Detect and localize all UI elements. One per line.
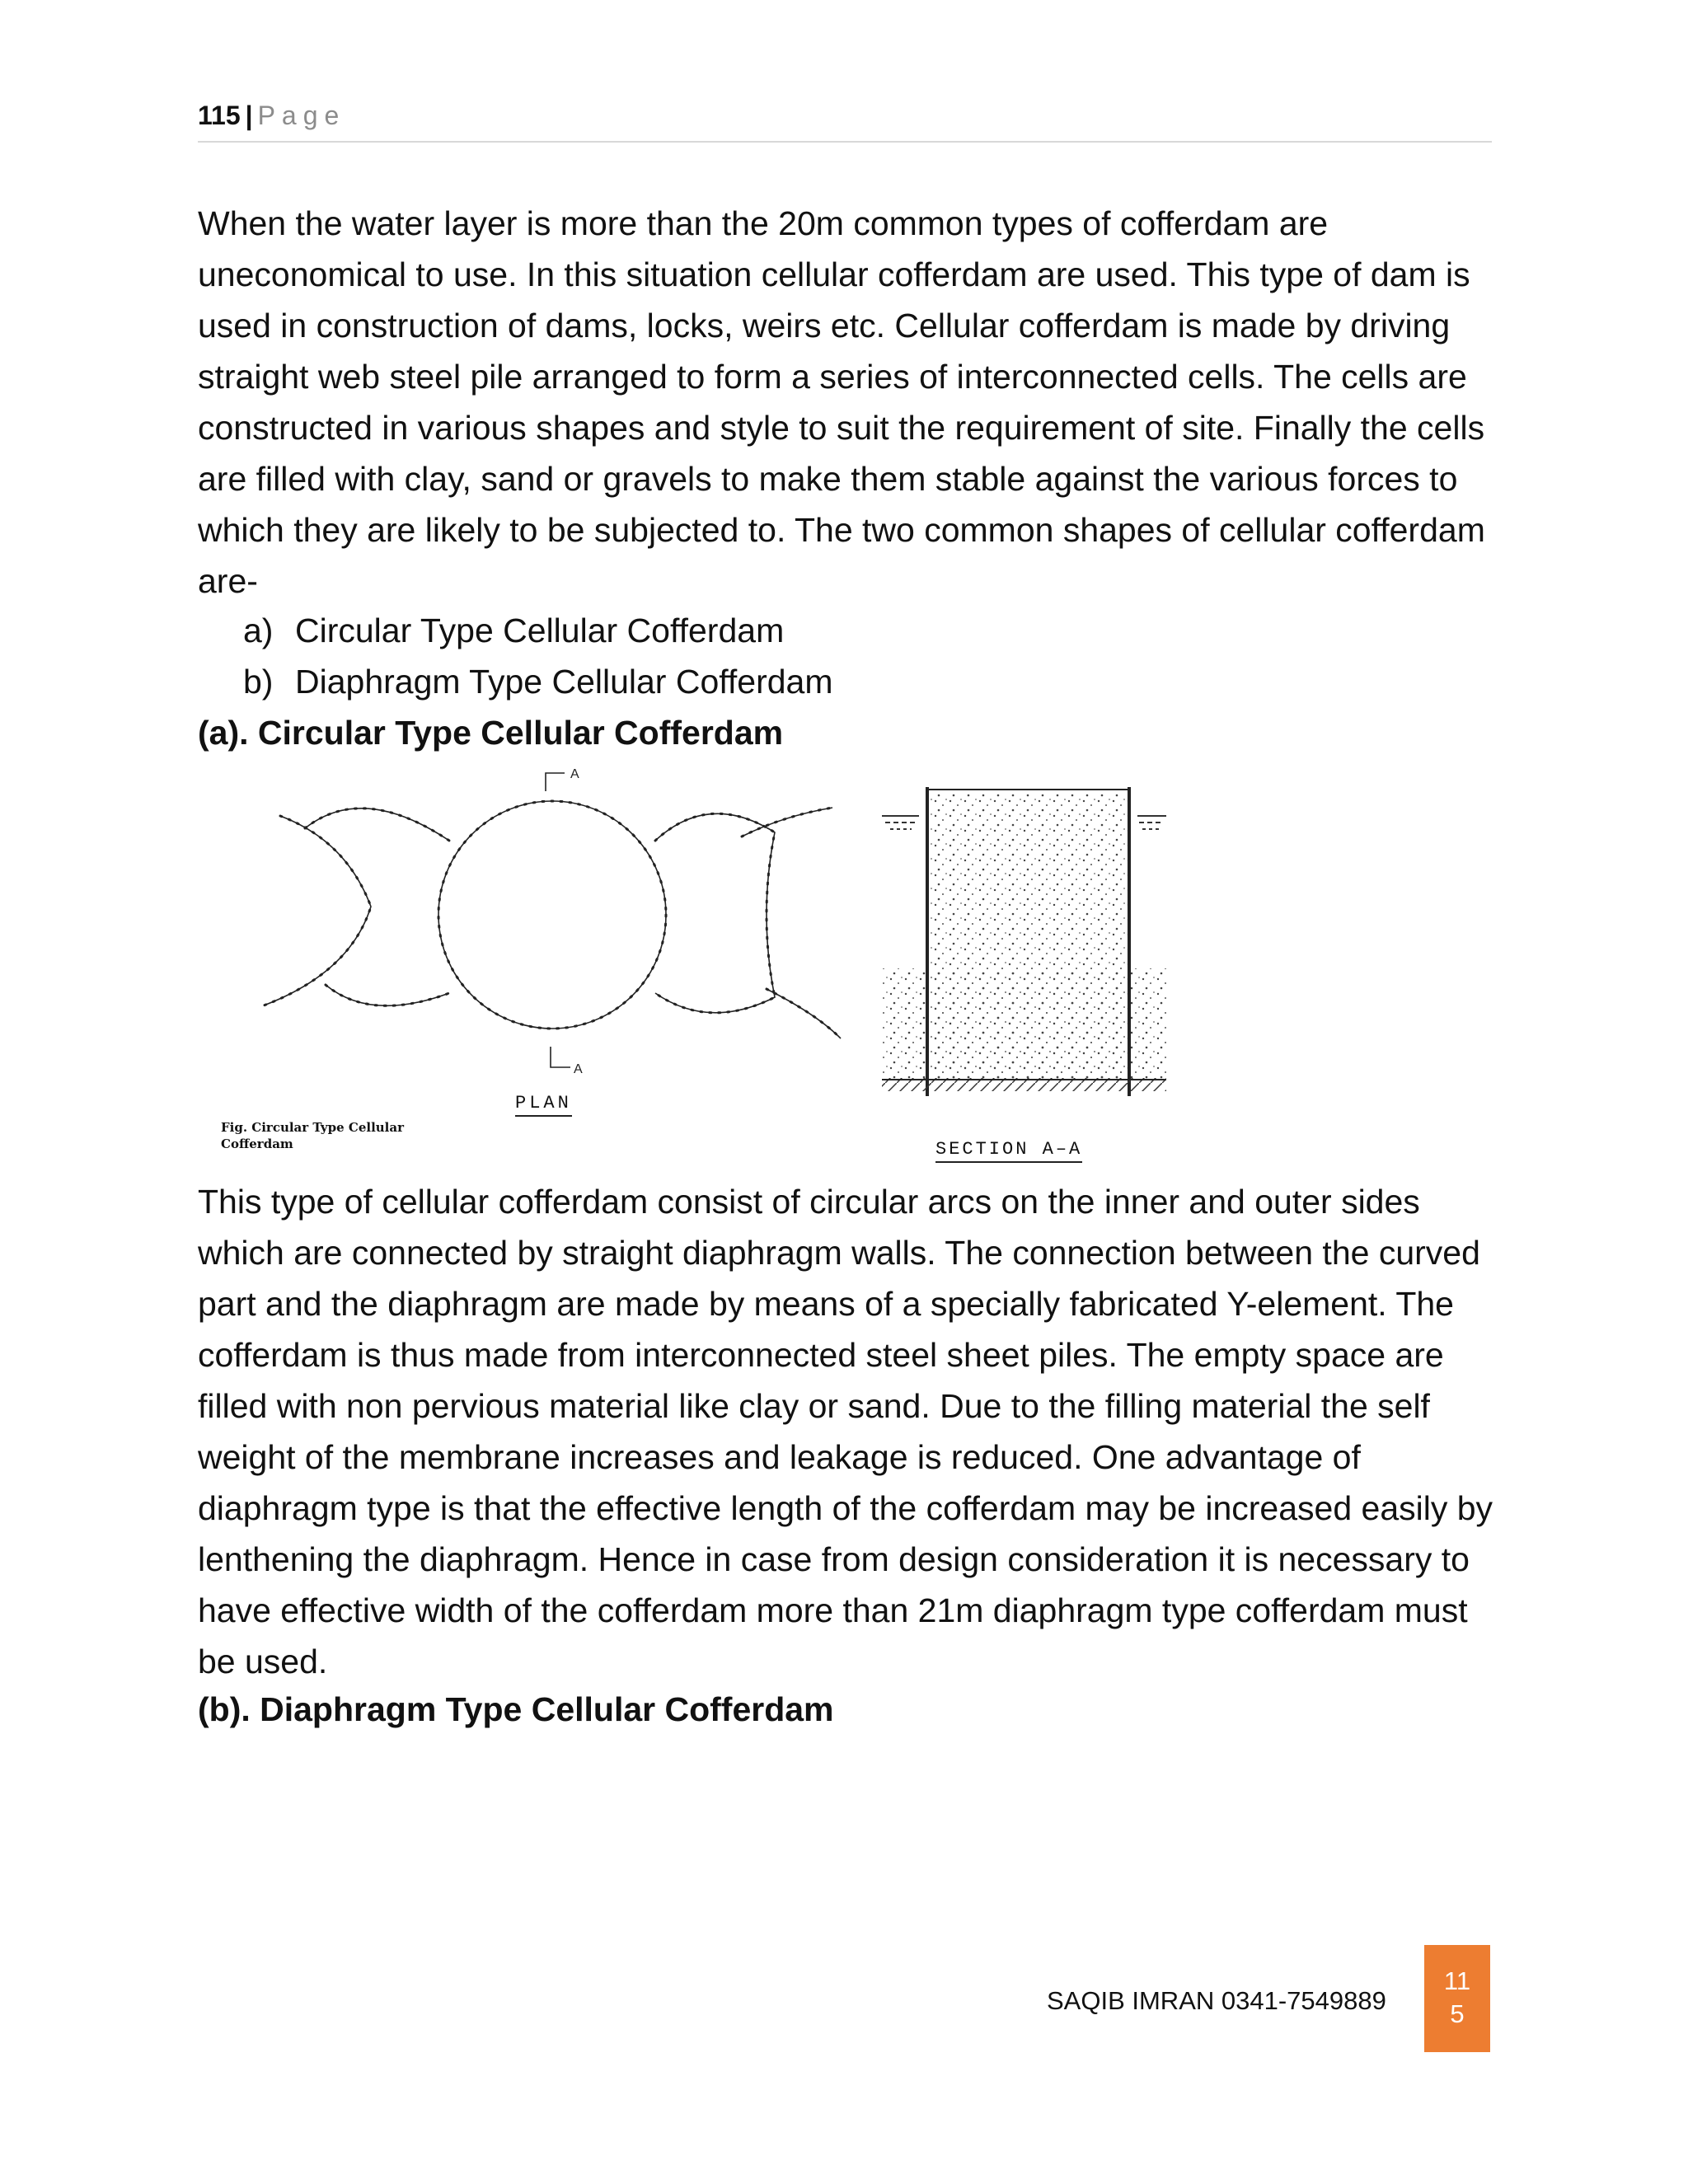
page-word: Page [257,101,346,130]
list-marker: a) [243,612,274,649]
list-item [243,656,833,707]
list-item-text: Circular Type Cellular Cofferdam [295,612,785,649]
badge-line2: 5 [1450,1999,1465,2028]
page-number: 115 [198,101,241,130]
plan-diagram [247,758,857,1137]
section-marker-top: A [570,767,579,781]
section-label: SECTION A–A [935,1139,1082,1163]
central-cell-circle [438,801,666,1029]
list-item [243,605,833,656]
section-diagram [874,783,1170,1170]
plan-label: PLAN [515,1093,572,1117]
heading-circular-type: (a). Circular Type Cellular Cofferdam [198,714,784,752]
heading-diaphragm-type: (b). Diaphragm Type Cellular Cofferdam [198,1690,834,1728]
page-header [198,101,1492,143]
footer-page-badge [1424,1945,1490,2052]
figure-caption: Fig. Circular Type Cellular Cofferdam [221,1120,404,1151]
intro-paragraph: When the water layer is more than the 20m common types of cofferdam are uneconomical to use. In this situation cellular cofferdam are used. This type of dam is used in construction of dams, locks, weirs etc. Cellular cofferdam is made by driving straight web steel pile arranged to form a series of interconnected cells. The cells are constructed in various shapes and style to suit the requirement of site. Finally the cells are filled with clay, sand or gravels to make them stable against the various forces to which they are likely to be subjected to. The two common shapes of cellular cofferdam are- [198,204,1485,600]
circular-type-description: This type of cellular cofferdam consist of circular arcs on the inner and outer sides which are connected by straight diaphragm walls. The connection between the curved part and the diaphragm are made by means of a specially fabricated Y-element. The cofferdam is thus made from interconnected steel sheet piles. The empty space are filled with non pervious material like clay or sand. Due to the filling material the self weight of the membrane increases and leakage is reduced. One advantage of diaphragm type is that the effective length of the cofferdam may be increased easily by lenthening the diaphragm. Hence in case from design consideration it is necessary to have effective width of the cofferdam more than 21m diaphragm type cofferdam must be used. [198,1183,1493,1680]
list-marker: b) [243,663,274,701]
section-marker-bottom: A [574,1062,583,1076]
list-item-text: Diaphragm Type Cellular Cofferdam [295,663,833,701]
cofferdam-types-list [243,605,833,707]
footer-author: SAQIB IMRAN 0341-7549889 [1047,1986,1386,2015]
badge-line1: 11 [1443,1966,1471,1995]
header-separator: | [245,101,253,130]
